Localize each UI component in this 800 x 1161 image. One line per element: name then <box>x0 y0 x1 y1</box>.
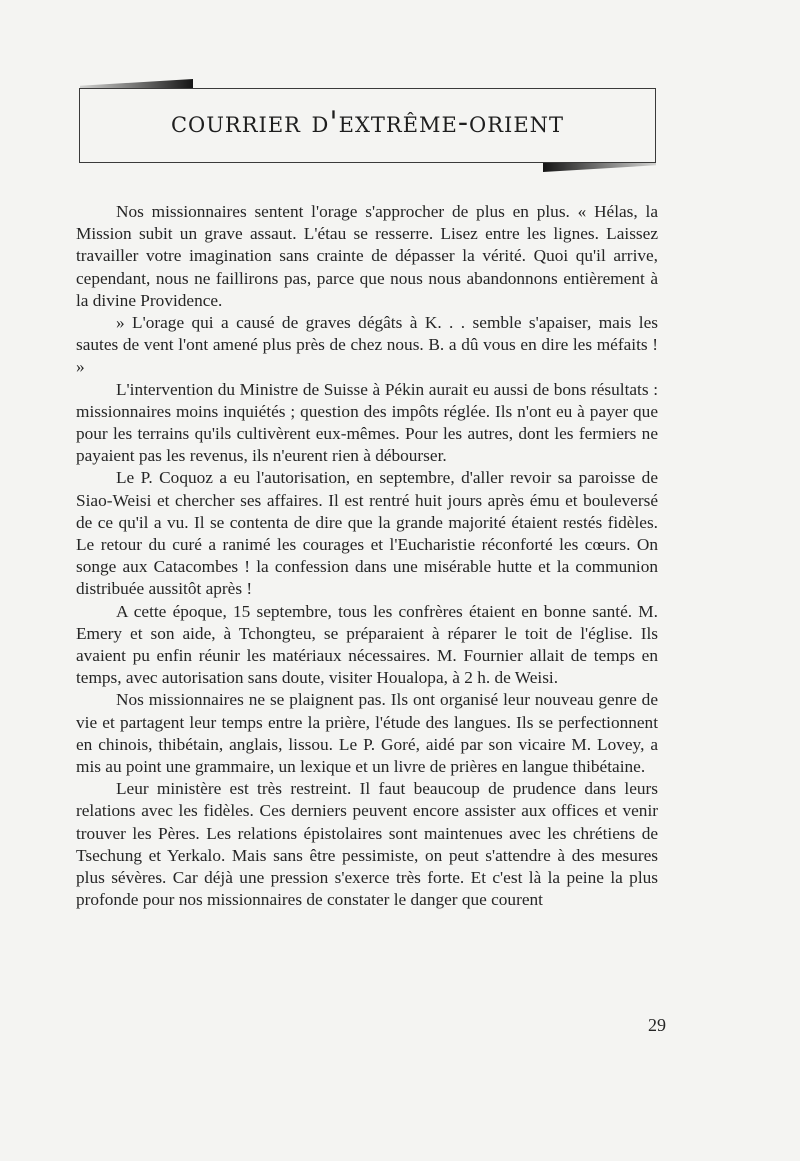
page-number: 29 <box>648 1015 666 1035</box>
header-rule-top <box>80 79 193 88</box>
paragraph: L'intervention du Ministre de Suisse à Pékin aurait eu aussi de bons résultats : missionnaires moins inquiétés ; question des impôts réglée. Ils n'ont eu à payer que pour les terrains qu'ils cultivèrent eux-mêmes. Pour les autres, dont les fermiers ne payaient pas les revenus, ils n'eurent rien à débourser. <box>76 379 658 466</box>
paragraph: Nos missionnaires sentent l'orage s'approcher de plus en plus. « Hélas, la Mission subit un grave assaut. L'étau se resserre. Lisez entre les lignes. Laissez travailler votre imagination sans crainte de dépasser la vérité. Quoi qu'il arrive, cependant, nous ne faillirons pas, parce que nous nous abandonnons entièrement à la divine Providence. <box>76 202 658 310</box>
paragraph: Leur ministère est très restreint. Il faut beaucoup de prudence dans leurs relations avec les fidèles. Ces derniers peuvent encore assister aux offices et venir trouver les Pères. Les relations épistolaires sont maintenues avec les chrétiens de Tsechung et Yerkalo. Mais sans être pessimiste, on peut s'attendre à des mesures plus sévères. Car déjà une pression s'exerce très forte. Et c'est là la peine la plus profonde pour nos missionnaires de constater le danger que courent <box>76 779 658 910</box>
article-body <box>76 201 658 912</box>
section-title: courrier d'extrême-orient <box>170 105 565 140</box>
paragraph: A cette époque, 15 septembre, tous les confrères étaient en bonne santé. M. Emery et son aide, à Tchongteu, se préparaient à réparer le toit de l'église. Ils avaient pu enfin réunir les matériaux nécessaires. M. Fournier allait de temps en temps, avec autorisation sans doute, visiter Houalopa, à 2 h. de Weisi. <box>76 601 658 688</box>
header-rule-bottom <box>543 163 656 172</box>
paragraph: Nos missionnaires ne se plaignent pas. Ils ont organisé leur nouveau genre de vie et partagent leur temps entre la prière, l'étude des langues. Ils se perfectionnent en chinois, thibétain, anglais, lissou. Le P. Goré, aidé par son vicaire M. Lovey, a mis au point une grammaire, un lexique et un livre de prières en langue thibétaine. <box>76 690 658 777</box>
paragraph: Le P. Coquoz a eu l'autorisation, en septembre, d'aller revoir sa paroisse de Siao-Weisi et chercher ses affaires. Il est rentré huit jours après ému et bouleversé de ce qu'il a vu. Il se contenta de dire que la grande majorité étaient restés fidèles. Le retour du curé a ranimé les courages et l'Eucharistie réconforté les cœurs. On songe aux Catacombes ! la confession dans une misérable hutte et la communion distribuée aussitôt après ! <box>76 468 658 599</box>
paragraph: » L'orage qui a causé de graves dégâts à K. . . semble s'apaiser, mais les sautes de vent l'ont amené plus près de chez nous. B. a dû vous en dire les méfaits ! » <box>76 313 658 377</box>
